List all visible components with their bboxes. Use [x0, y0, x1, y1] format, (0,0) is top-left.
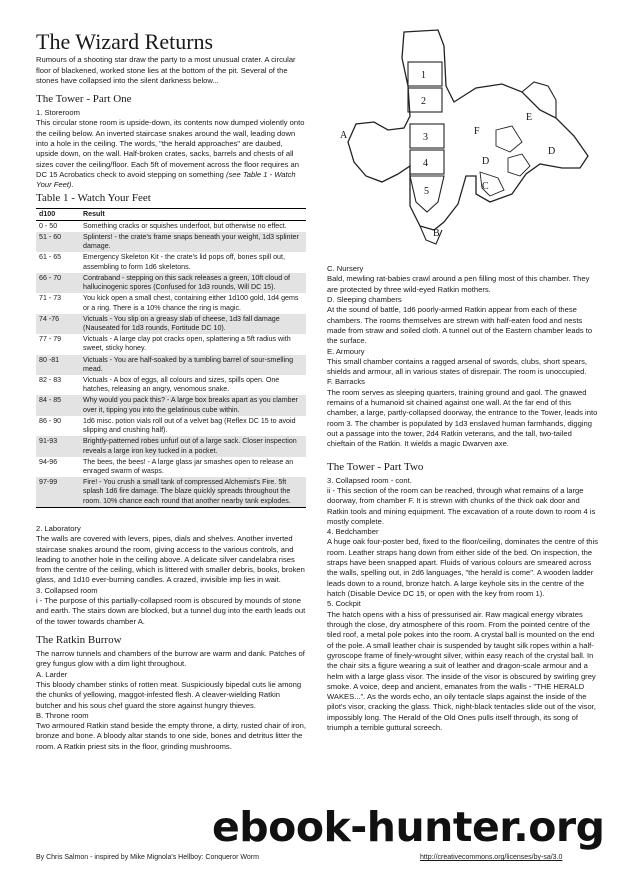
map-label-b: B [433, 228, 440, 239]
storeroom-title: 1. Storeroom [36, 108, 80, 118]
nursery-title: C. Nursery [327, 264, 364, 273]
map-label-5: 5 [424, 186, 429, 197]
sleeping-chambers-title: D. Sleeping chambers [327, 294, 402, 304]
collapsed-room-text: i - The purpose of this partially-collapsed room is obscured by mounds of stone and earth. The stairs down are blocked, but a tunnel dug into the earth leads out of the tower towards chamber A. [36, 596, 306, 626]
footer-credit: By Chris Salmon - inspired by Mike Mignola's Hellboy: Conqueror Worm [36, 854, 259, 861]
burrow-map [326, 26, 606, 258]
right-column [327, 264, 599, 733]
intro-text: Rumours of a shooting star draw the party to a most unusual crater. A circular floor of blackened, worked stone lies at the bottom of the pit. Several of the stones have collapsed into the silent darkness below... [36, 55, 296, 85]
barracks-text: The room serves as sleeping quarters, training ground and gaol. The gnawed remains of a humanoid sit chained against one wall. At the far end of this chamber, a large, partly-collapsed doorway, the entrance to the Tower, leads into room 3. The chamber is populated by 1d3 enslaved human farmhands, digging out a passage into the tower, 2d4 Ratkin veterans, and the tall, two-tailed chieftain of the Ratkin. It wields a magic Dwarven axe. [327, 387, 598, 449]
nursery-text: Bald, mewling rat-babies crawl around a pen filling most of this chamber. They are protected by three wild-eyed Ratkin mothers. [327, 274, 590, 294]
throne-room-text: Two armoured Ratkin stand beside the empty throne, a dirty, rusted chair of iron, bronze and bone. A bloody altar stands to one side, bones and detritus litter the room. A Ratkin priest sits in the floor, grinding mushrooms. [36, 721, 306, 751]
collapsed-room-cont-title: 3. Collapsed room - cont. [327, 475, 412, 485]
table-row: 80 -81 Victuals - You are half-soaked by a tumbling barrel of sour-smelling mead. [36, 355, 306, 375]
map-label-d1: D [482, 156, 490, 167]
laboratory-title: 2. Laboratory [36, 523, 81, 533]
table-header-result: Result [80, 208, 306, 220]
bedchamber-title: 4. Bedchamber [327, 527, 379, 537]
ratkin-burrow-heading: The Ratkin Burrow [36, 634, 122, 646]
table-row: 0 - 50 Something cracks or squishes underfoot, but otherwise no effect. [39, 221, 287, 230]
table-row: 82 - 83 Victuals - A box of eggs, all colours and sizes, spills open. One hatches, releasing an angry, venomous snake. [39, 376, 280, 394]
throne-room-title: B. Throne room [36, 710, 89, 720]
table-row: 66 - 70 Contraband - stepping on this sack releases a green, 10ft cloud of hallucinogenic spores (Confused for 1d3 rounds, Will DC 15). [36, 273, 306, 293]
map-label-f: F [474, 126, 480, 137]
table-row: 71 - 73 You kick open a small chest, containing either 1d100 gold, 1d4 gems or a ring. There is a 10% chance the ring is magic. [39, 294, 299, 312]
license-link[interactable]: http://creativecommons.org/licenses/by-sa/3.0 [420, 854, 563, 861]
map-label-3: 3 [423, 132, 428, 143]
table-header-roll: d100 [36, 208, 80, 220]
laboratory-text: The walls are covered with levers, pipes, dials and shelves. Another inverted staircase snakes around the room, giving access to the various controls, and leading to another hole in the ceiling above. A delicate silver candelabra rises from the centre of the ceiling, which is littered with smaller debris, books, broken glass, and 1d10 ever-burning candles. A crazed, invisible imp lies in wait. [36, 534, 305, 585]
table-row: 77 - 79 Victuals - A large clay pot cracks open, splattering a 5ft radius with sweet, sticky honey. [39, 335, 291, 353]
map-label-1: 1 [421, 70, 426, 81]
table-row: 91-93 Brightly-patterned robes unfurl out of a large sack. Closer inspection reveals a large iron key tucked in a pocket. [36, 436, 306, 456]
larder-text: This bloody chamber stinks of rotten meat. Suspiciously bipedal cuts lie among the chunks of yellowing, maggot-infested flesh. A cleaver-wielding Ratkin butcher and his sous chef guard the store against hungry thieves. [36, 679, 302, 710]
larder-title: A. Larder [36, 669, 68, 679]
barracks-title: F. Barracks [327, 377, 365, 387]
table-reference: (see Table 1 - Watch Your Feet) [36, 169, 296, 190]
collapsed-room-cont-text: ii - This section of the room can be reached, through what remains of a large doorway, from chamber F. It is strewn with chunks of the thick oak door and Ratkin tools and mining equipment. The excavation of a route down to room 4 is mostly complete. [327, 485, 596, 526]
table-row: 86 - 90 1d6 misc. potion vials roll out of a velvet bag (Reflex DC 15 to avoid slipping and crushing half). [39, 416, 296, 435]
map-label-a: A [340, 130, 348, 141]
armoury-text: This small chamber contains a ragged arsenal of swords, clubs, short spears, shields and armour, all in various states of disrepair. The room is unoccupied. [327, 356, 587, 377]
table-row: 97-99 Fire! - You crush a small tank of compressed Alchemist's Fire. 5ft splash 1d6 fire damage. The blaze quickly spreads throughout the room. 10% chance each round that another nearby tank explodes. [36, 477, 306, 507]
table-row: 94-96 The bees, the bees! - A large glass jar smashes open to release an enraged swarm of wasps. [39, 457, 294, 475]
tower-part-two-heading: The Tower - Part Two [327, 460, 424, 473]
map-label-c: C [482, 181, 489, 192]
collapsed-room-title: 3. Collapsed room [36, 585, 98, 595]
table-row: 51 - 60 Splinters! - the crate's frame snaps beneath your weight, 1d3 splinter damage. [36, 232, 306, 252]
map-label-d2: D [548, 146, 556, 157]
bedchamber-text: A huge oak four-poster bed, fixed to the floor/ceiling, dominates the centre of this room. Leather straps hang down from either side of the bed. On inspection, the straps have been snapped apart. Fluids of various colours are smeared across the walls, spelling out, in 2d6 languages, "the herald is come". A wooden ladder leads down to a round, bronze hatch. A large keyhole sits in the centre of the hatch (Disable Device DC 15, or open with the key from room 1). [327, 537, 599, 599]
armoury-title: E. Armoury [327, 346, 365, 356]
cockpit-text: The hatch opens with a hiss of pressurised air. Raw magical energy vibrates through the close, dry atmosphere of this room. From the pointed centre of the tiled roof, a metal pole pokes into the room. A crystal ball is mounted on the end of the pole. A small leather chair is suspended by taught silk ropes within a half-gyroscope frame of finely-wrought silver, within easy reach of the crystal ball. In the chair sits a figure wearing a suit of leather and dragon-scale armour and a helm with a large glass visor. The inside of the visor is obscured by swirling grey smoke. A voice, deep and ancient, emanates from the walls - "THE HERALD WAKES...". As the words echo, an oily tentacle slaps against the inside of the pilot's visor, cracking the glass. Thick, night-black tentacles slide out of the visor, impossibly long. The Herald of the Old Ones pulls itself through, its song of triumph a terrible guttural screech. [327, 609, 596, 733]
table-row: 74 -76 Victuals - You slip on a greasy slab of cheese, 1d3 fall damage (Nauseated for 1d3 rounds, Fortitude DC 10). [36, 314, 306, 334]
map-label-2: 2 [421, 96, 426, 107]
map-label-e: E [526, 112, 533, 123]
table-row: 84 - 85 Why would you pack this? - A large box breaks apart as you clamber over it, tipping you into the gelatinous cube within. [36, 395, 306, 415]
storeroom-text: This circular stone room is upside-down, its contents now dumped violently onto the ceiling below. An inverted staircase snakes around the wall, leading down into a hole in the ceiling. The words, "the herald approaches" are daubed, upside down, on the wall. Half-broken crates, sacks, barrels and chests of all sizes cover the ceiling/floor. Each 5ft of movement across the floor requires an DC 15 Acrobatics check to avoid stepping on something (see Table 1 - Watch Your Feet). [36, 118, 305, 190]
table-caption: Table 1 - Watch Your Feet [36, 191, 151, 204]
burrow-intro: The narrow tunnels and chambers of the burrow are warm and dank. Patches of grey fungus glow with a dim light throughout. [36, 648, 305, 669]
table-row: 61 - 65 Emergency Skeleton Kit - the crate's lid pops off, bones spill out, assembling to form 1d6 skeletons. [39, 253, 285, 271]
left-column [36, 30, 306, 752]
watermark: ebook-hunter.org [212, 803, 605, 851]
watch-your-feet-table [36, 208, 306, 508]
cave-outline [348, 30, 588, 230]
page-title: The Wizard Returns [36, 29, 214, 54]
map-label-4: 4 [423, 158, 428, 169]
sleeping-chambers-text: At the sound of battle, 1d6 poorly-armed Ratkin appear from each of these chambers. The rooms themselves are strewn with half-eaten food and nests made from straw and soiled cloth. A tunnel out of the Eastern chamber leads to the surface. [327, 305, 593, 346]
tower-part-one-heading: The Tower - Part One [36, 93, 132, 106]
cockpit-title: 5. Cockpit [327, 599, 361, 609]
